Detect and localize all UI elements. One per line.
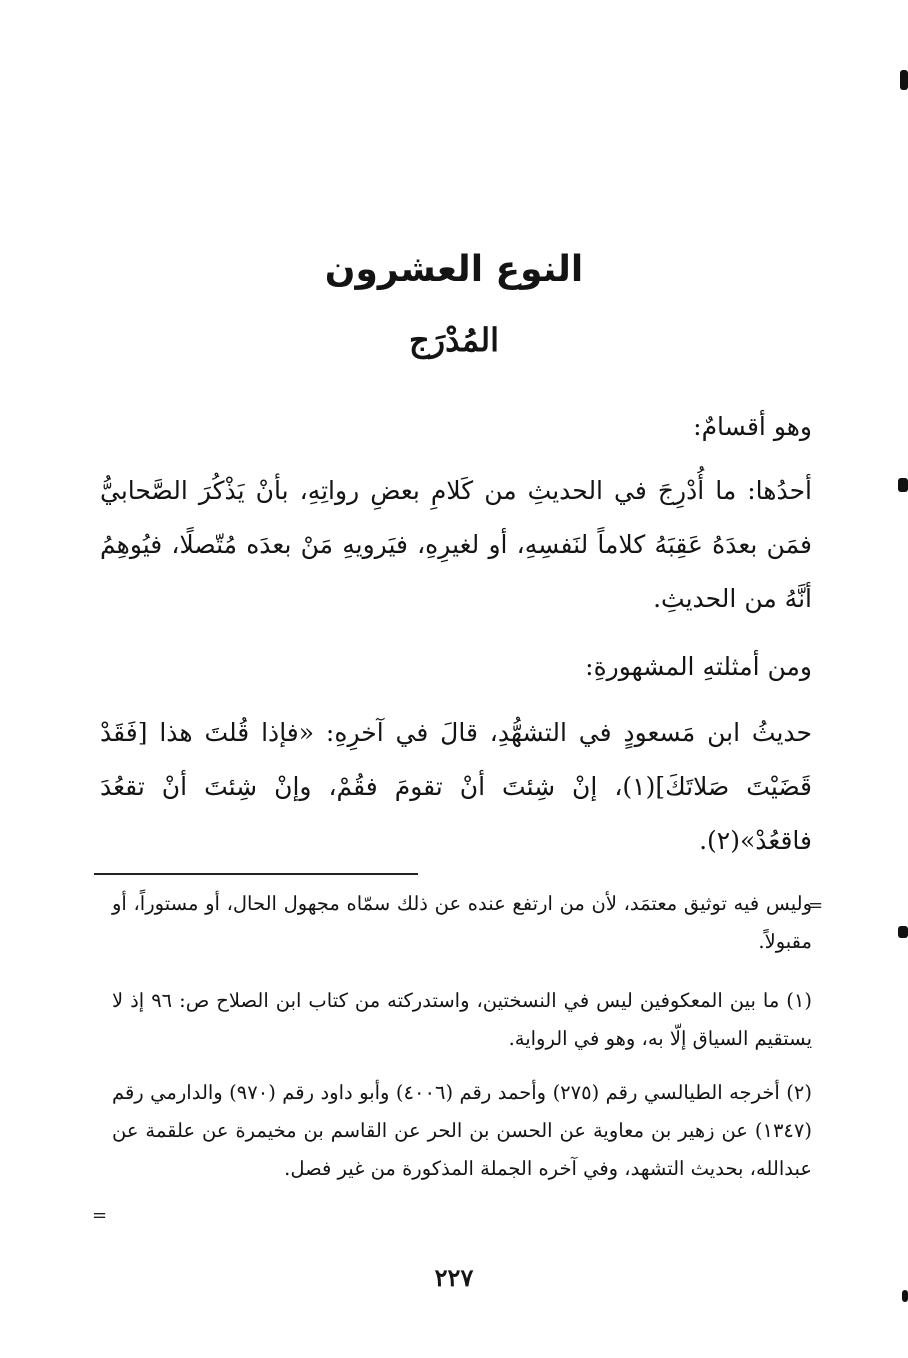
chapter-subtitle: المُدْرَج — [408, 321, 500, 359]
scan-artifact — [900, 70, 908, 90]
footnote-1-number: (١) — [786, 989, 812, 1012]
footnote-continuation-marker: = — [808, 895, 824, 916]
scan-artifact — [898, 926, 908, 938]
page-number: ٢٢٧ — [434, 1263, 474, 1292]
scan-artifact — [898, 478, 908, 492]
footnote-end-marker: = — [92, 1205, 108, 1226]
footnote-2 — [112, 1074, 812, 1188]
examples-intro-paragraph: ومن أمثلتهِ المشهورةِ: — [585, 652, 812, 681]
footnote-2-text: أخرجه الطيالسي رقم (٢٧٥) وأحمد رقم (٤٠٠٦) وأبو داود رقم (٩٧٠) والدارمي رقم (١٣٤٧) عن زهير بن معاوية عن الحسن بن الحر عن القاسم بن مخيمرة عن علقمة عن عبدالله، بحديث التشهد، وفي آخره الجملة المذكورة من غير فصل. — [112, 1081, 812, 1180]
footnote-continuation: وليس فيه توثيق معتمَد، لأن من ارتفع عنده عن ذلك سمّاه مجهول الحال، أو مستوراً، أو مقبولاً. — [112, 892, 812, 953]
footnote-1 — [112, 982, 812, 1058]
hadith-example-paragraph: حديثُ ابن مَسعودٍ في التشهُّدِ، قالَ في آخرِهِ: «فإذا قُلتَ هذا [فَقَدْ قَضَيْتَ صَلاتَكَ](١)، إنْ شِئتَ أنْ تقومَ فقُمْ، وإنْ شِئتَ أنْ تقعُدَ فاقعُدْ»(٢). — [100, 718, 812, 855]
footnote-separator — [94, 873, 418, 875]
footnote-2-number: (٢) — [786, 1081, 812, 1104]
scan-artifact — [902, 1290, 908, 1302]
footnote-1-text: ما بين المعكوفين ليس في النسختين، واستدركته من كتاب ابن الصلاح ص: ٩٦ إذ لا يستقيم السياق إلّا به، وهو في الرواية. — [112, 989, 812, 1050]
chapter-title: النوع العشرون — [324, 249, 584, 290]
first-section-paragraph: أحدُها: ما أُدْرِجَ في الحديثِ من كَلامِ بعضِ رواتِهِ، بأنْ يَذْكُرَ الصَّحابيُّ فمَن بعدَهُ عَقِبَهُ كلاماً لنَفسِهِ، أو لغيرِهِ، فيَرويهِ مَنْ بعدَه مُتّصلًا، فيُوهِمُ أنَّهُ من الحديثِ. — [100, 476, 812, 613]
intro-paragraph: وهو أقسامٌ: — [693, 412, 812, 441]
